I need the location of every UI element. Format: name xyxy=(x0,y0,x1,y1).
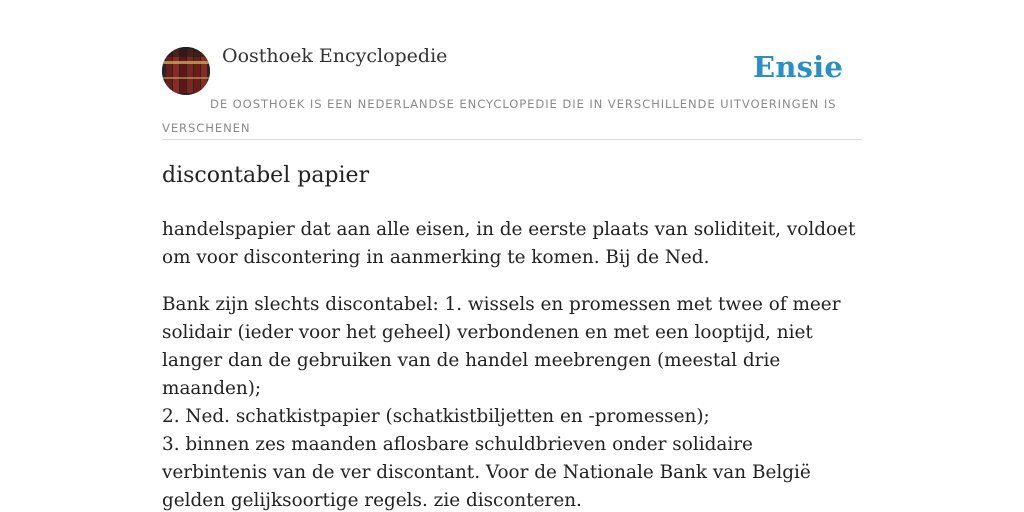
entry-body xyxy=(162,216,862,512)
site-tagline: DE OOSTHOEK IS EEN NEDERLANDSE ENCYCLOPEDIE DIE IN VERSCHILLENDE UITVOERINGEN IS VERSCHENEN xyxy=(162,97,837,135)
encyclopedia-books-icon[interactable] xyxy=(162,47,210,95)
brand-logo[interactable]: Ensie xyxy=(753,50,843,84)
header-divider xyxy=(162,139,862,140)
entry-paragraph xyxy=(162,291,862,512)
paragraph-text: handelspapier dat aan alle eisen, in de eerste plaats van soliditeit, voldoet om voor discontering in aanmerking te komen. Bij de Ned. xyxy=(162,219,856,268)
entry-title: discontabel papier xyxy=(162,163,370,188)
paragraph-text: 2. Ned. schatkistpapier (schatkistbiljetten en -promessen); xyxy=(162,406,710,427)
paragraph-text: Bank zijn slechts discontabel: 1. wissels en promessen met twee of meer solidair (ieder voor het geheel) verbondenen en met een looptijd, niet langer dan de gebruiken van de handel meebrengen (meestal drie maanden); xyxy=(162,294,841,399)
entry-paragraph xyxy=(162,216,862,272)
paragraph-text: 3. binnen zes maanden aflosbare schuldbrieven onder solidaire verbintenis van de ver discontant. Voor de Nationale Bank van België gelden gelijksoortige regels. zie disconteren. xyxy=(162,434,811,511)
site-title[interactable]: Oosthoek Encyclopedie xyxy=(222,45,448,67)
